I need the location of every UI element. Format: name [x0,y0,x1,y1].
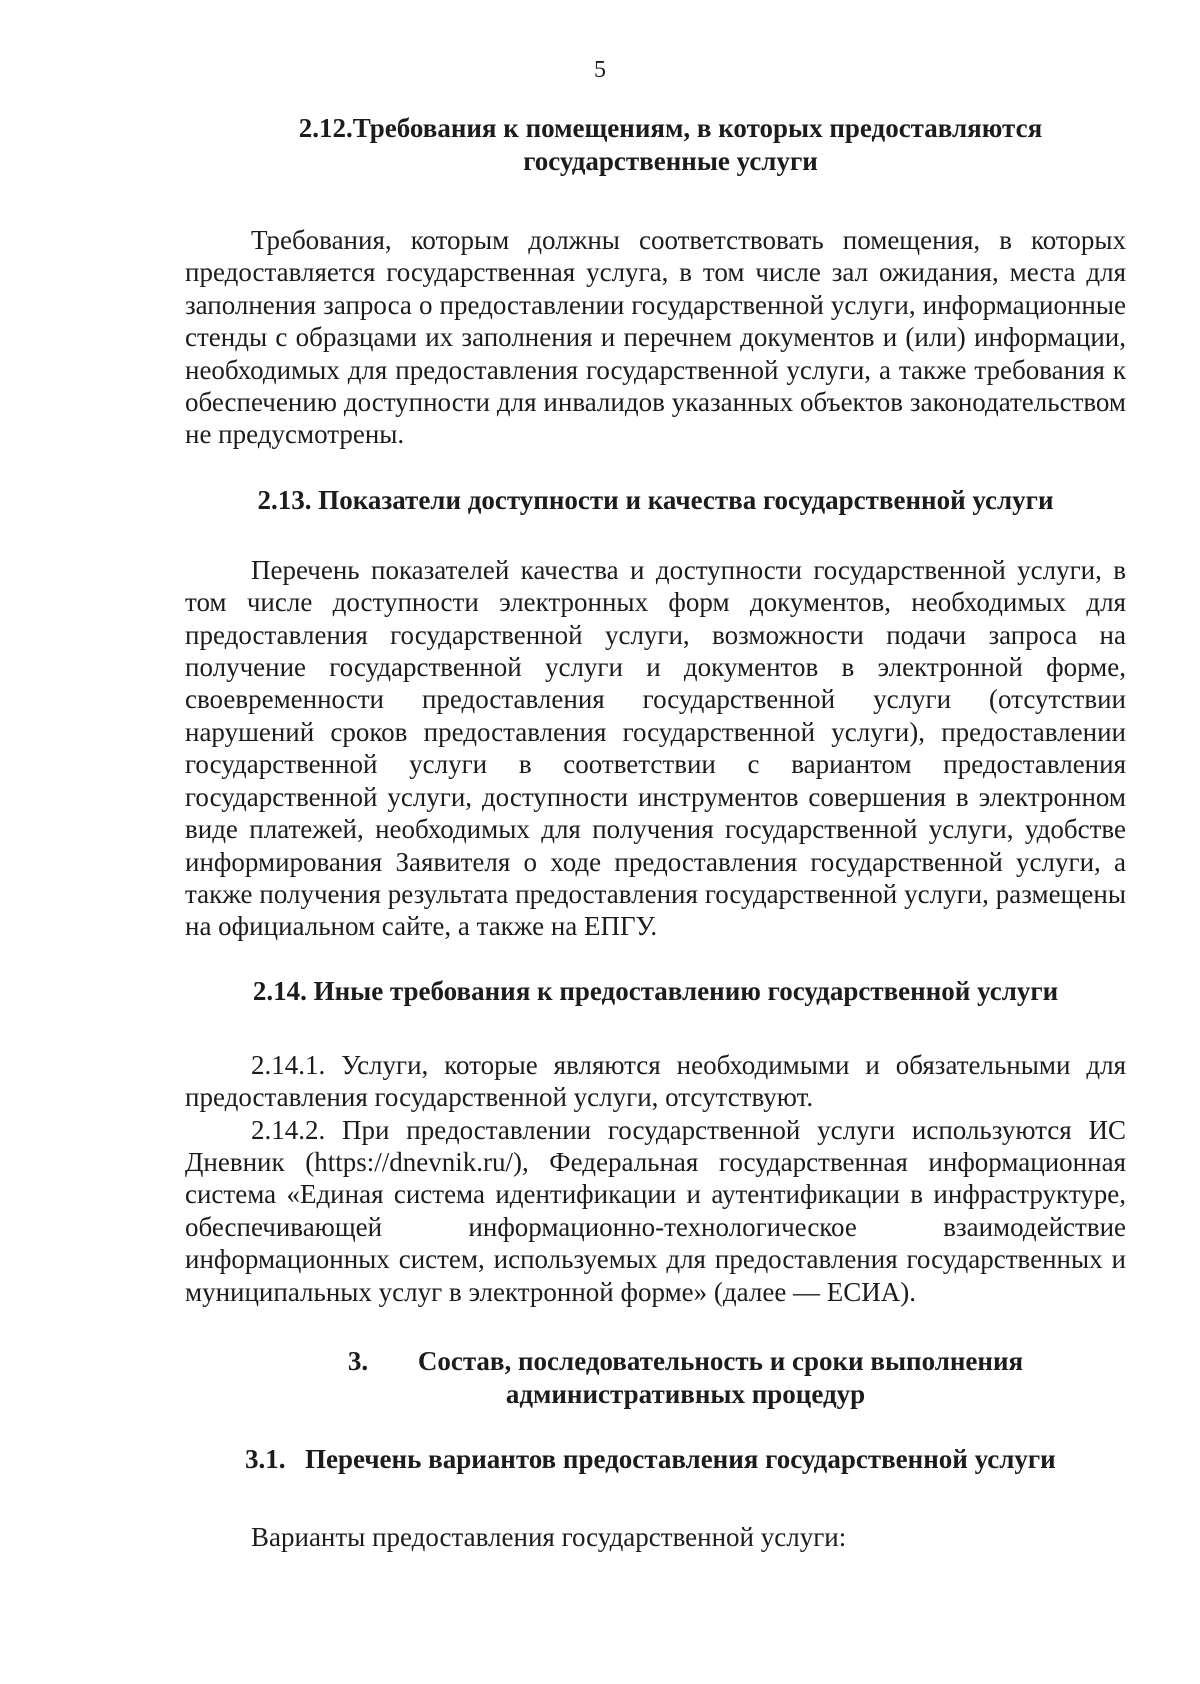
section-2-14-heading: 2.14. Иные требования к предоставлению государственной услуги [252,975,1059,1006]
page-number: 5 [594,57,606,83]
section-3-number: 3. [347,1345,369,1376]
document-body [185,112,1126,1553]
section-2-14-1-paragraph: 2.14.1. Услуги, которые являются необходимыми и обязательными для предоставления государственной услуги, отсутствуют. [185,1049,1126,1113]
section-2-12-paragraph: Требования, которым должны соответствовать помещения, в которых предоставляется государственная услуга, в том числе зал ожидания, места для заполнения запроса о предоставлении государственной услуги, информационные стенды с образцами их заполнения и перечнем документов и (или) информации, необходимых для предоставления государственной услуги, а также требования к обеспечению доступности для инвалидов указанных объектов законодательством не предусмотрены. [185,225,1126,450]
section-3-title-line2: административных процедур [505,1378,866,1409]
section-2-12-heading-line1: 2.12.Требования к помещениям, в которых предоставляются [298,113,1043,143]
section-3-heading-line1 [245,1345,1126,1378]
section-3-title-line1: Состав, последовательность и сроки выполнения [417,1345,1024,1376]
section-2-14-2-paragraph: 2.14.2. При предоставлении государственной услуги используются ИС Дневник (https://dnevnik.ru/), Федеральная государственная информационная система «Единая система идентификации и аутентификации в инфраструктуре, обеспечивающей информационно-технологическое взаимодействие информационных систем, используемых для предоставления государственных и муниципальных услуг в электронной форме» (далее — ЕСИА). [185,1114,1126,1307]
section-3-1-heading [185,1443,1126,1476]
section-2-13-heading: 2.13. Показатели доступности и качества государственной услуги [257,484,1054,515]
section-3-1-title: Перечень вариантов предоставления государственной услуги [305,1443,1056,1474]
section-2-13-paragraph: Перечень показателей качества и доступности государственной услуги, в том числе доступности электронных форм документов, необходимых для предоставления государственной услуги, возможности подачи запроса на получение государственной услуги и документов в электронной форме, своевременности предоставления государственной услуги (отсутствии нарушений сроков предоставления государственной услуги), предоставлении государственной услуги в соответствии с вариантом предоставления государственной услуги, доступности инструментов совершения в электронном виде платежей, необходимых для получения государственной услуги, удобстве информирования Заявителя о ходе предоставления государственной услуги, а также получения результата предоставления государственной услуги, размещены на официальном сайте, а также на ЕПГУ. [185,554,1126,942]
section-2-12-heading [185,112,1126,178]
section-3-heading [185,1345,1126,1411]
section-3-1-paragraph: Варианты предоставления государственной услуги: [251,1521,847,1552]
section-2-12-heading-line2: государственные услуги [523,146,818,176]
section-3-1-number: 3.1. [245,1443,286,1474]
